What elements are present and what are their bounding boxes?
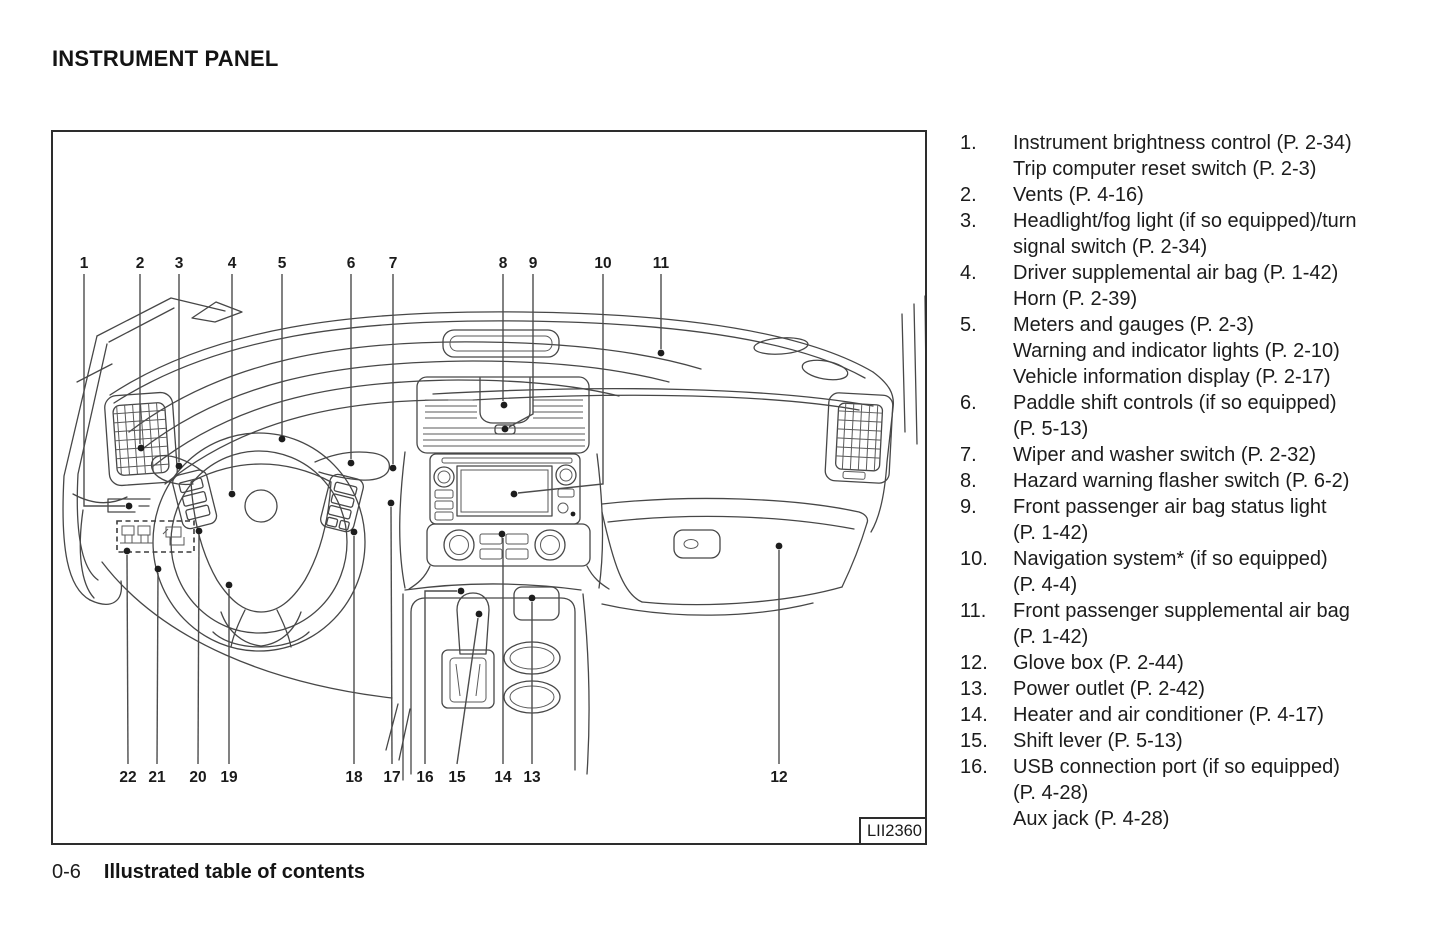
callout-number: 15 xyxy=(448,769,466,786)
legend-item-number: 4. xyxy=(960,262,977,284)
legend-item xyxy=(960,208,1430,260)
callout-dot xyxy=(176,463,183,470)
glove-box xyxy=(602,498,868,604)
callout-leader-line xyxy=(425,591,457,764)
legend-item-number: 5. xyxy=(960,314,977,336)
callout-dot xyxy=(388,500,395,507)
callout-number: 21 xyxy=(148,769,166,786)
passenger-side xyxy=(602,392,893,615)
callout-number: 14 xyxy=(494,769,512,786)
console-tray xyxy=(514,587,559,620)
legend-item-number: 1. xyxy=(960,132,977,154)
callout-number: 6 xyxy=(346,255,356,272)
legend-item-number: 12. xyxy=(960,652,988,674)
legend-item xyxy=(960,676,1430,702)
callout-dot xyxy=(155,566,162,573)
callout-number: 13 xyxy=(523,769,541,786)
callout-dot xyxy=(658,350,665,357)
legend-item-text: Front passenger air bag status light (P. 1-42) xyxy=(1013,496,1327,544)
legend-item-text: Power outlet (P. 2-42) xyxy=(1013,678,1205,700)
callout-number: 1 xyxy=(79,255,89,272)
horn-pad xyxy=(245,490,277,522)
callout-number: 17 xyxy=(383,769,401,786)
footer-page-number: 0-6 xyxy=(52,861,81,883)
legend-item-number: 7. xyxy=(960,444,977,466)
callout-number: 9 xyxy=(528,255,538,272)
callout-dot xyxy=(502,426,509,433)
callout-dot xyxy=(776,543,783,550)
callout-dot xyxy=(476,611,483,618)
climate-control xyxy=(427,524,590,566)
right-door-area xyxy=(754,296,925,464)
kick-panel-lines xyxy=(386,704,410,760)
callout-dot xyxy=(126,503,133,510)
legend-item-number: 14. xyxy=(960,704,988,726)
callout-leader-line xyxy=(157,573,158,764)
glove-box-handle xyxy=(674,530,720,558)
legend-item-text: Wiper and washer switch (P. 2-32) xyxy=(1013,444,1317,466)
legend-item-number: 8. xyxy=(960,470,977,492)
legend-item xyxy=(960,312,1430,390)
legend-item xyxy=(960,182,1430,208)
callout-leader-line xyxy=(391,507,392,764)
callout-dot xyxy=(499,531,506,538)
legend-item-text: Headlight/fog light (if so equipped)/turn signal switch (P. 2-34) xyxy=(1013,210,1357,258)
legend-item-number: 10. xyxy=(960,548,988,570)
legend-item-number: 16. xyxy=(960,756,988,778)
callout-number: 12 xyxy=(770,769,788,786)
legend-item-number: 15. xyxy=(960,730,988,752)
callout-dot xyxy=(458,588,465,595)
callout-number: 20 xyxy=(189,769,207,786)
legend-item-number: 11. xyxy=(960,600,987,622)
legend-item xyxy=(960,598,1430,650)
legend-item-text: Meters and gauges (P. 2-3) Warning and indicator lights (P. 2-10) Vehicle information display (P. 2-17) xyxy=(1013,314,1340,388)
callout-number: 11 xyxy=(652,255,670,272)
figure-code: LII2360 xyxy=(866,821,922,840)
footer xyxy=(52,859,365,885)
callout-leader-line xyxy=(127,555,128,764)
instrument-panel-drawing xyxy=(53,132,925,843)
callout-dot xyxy=(511,491,518,498)
callout-leader-line xyxy=(198,535,199,764)
legend-item-text: Vents (P. 4-16) xyxy=(1013,184,1144,206)
legend-item-number: 13. xyxy=(960,678,988,700)
callout-dot xyxy=(196,528,203,535)
lower-dash-edge xyxy=(102,562,392,698)
legend-item-text: Navigation system* (if so equipped) (P. 4-4) xyxy=(1013,548,1328,596)
callout-dot xyxy=(390,465,397,472)
callout-leader-line xyxy=(457,618,478,764)
legend-item-number: 2. xyxy=(960,184,977,206)
callout-number: 10 xyxy=(594,255,612,272)
dash-top-curves xyxy=(110,312,893,532)
legend-item-text: USB connection port (if so equipped) (P. 4-28) Aux jack (P. 4-28) xyxy=(1013,756,1340,830)
legend-item xyxy=(960,546,1430,598)
callout-dot xyxy=(501,402,508,409)
callout-leader-line xyxy=(518,274,603,493)
legend-item-text: Hazard warning flasher switch (P. 6-2) xyxy=(1013,470,1350,492)
callout-dot xyxy=(351,529,358,536)
callout-number: 22 xyxy=(119,769,137,786)
legend-item-number: 6. xyxy=(960,392,977,414)
legend-item xyxy=(960,754,1430,832)
legend-item-text: Shift lever (P. 5-13) xyxy=(1013,730,1183,752)
legend-item-text: Glove box (P. 2-44) xyxy=(1013,652,1184,674)
footer-section-title: Illustrated table of contents xyxy=(103,861,366,883)
callout-dot xyxy=(529,595,536,602)
legend-item-number: 9. xyxy=(960,496,977,518)
callout-number: 7 xyxy=(388,255,398,272)
hazard-switch-recess xyxy=(480,378,530,423)
callout-number: 16 xyxy=(416,769,434,786)
legend-item-text: Instrument brightness control (P. 2-34) Trip computer reset switch (P. 2-3) xyxy=(1013,132,1352,180)
callout-number: 5 xyxy=(277,255,287,272)
legend-item xyxy=(960,390,1430,442)
legend-item xyxy=(960,494,1430,546)
callout-number: 8 xyxy=(498,255,508,272)
legend-item xyxy=(960,260,1430,312)
legend-item-text: Front passenger supplemental air bag (P. 1-42) xyxy=(1013,600,1350,648)
callout-dot xyxy=(229,491,236,498)
callout-dot xyxy=(124,548,131,555)
callout-number: 19 xyxy=(220,769,238,786)
legend-item xyxy=(960,728,1430,754)
legend-item xyxy=(960,442,1430,468)
legend-item-number: 3. xyxy=(960,210,977,232)
legend-item-text: Heater and air conditioner (P. 4-17) xyxy=(1013,704,1324,726)
instrument-panel-figure xyxy=(51,130,927,845)
callout-dot xyxy=(348,460,355,467)
switch-panel-dashed xyxy=(117,521,194,552)
callout-dot xyxy=(138,445,145,452)
callout-number: 2 xyxy=(135,255,145,272)
callout-number: 18 xyxy=(345,769,363,786)
legend-item-text: Driver supplemental air bag (P. 1-42) Horn (P. 2-39) xyxy=(1013,262,1339,310)
page-title: INSTRUMENT PANEL xyxy=(52,46,279,71)
callout-number: 4 xyxy=(227,255,237,272)
callout-dot xyxy=(279,436,286,443)
callout-dot xyxy=(226,582,233,589)
legend-item xyxy=(960,650,1430,676)
figure-code-box xyxy=(859,817,925,843)
callout-number: 3 xyxy=(174,255,184,272)
center-console xyxy=(403,584,589,780)
center-stack xyxy=(400,330,609,589)
legend-list xyxy=(960,130,1430,832)
legend-item xyxy=(960,468,1430,494)
legend-item xyxy=(960,130,1430,182)
legend-item-text: Paddle shift controls (if so equipped) (P. 5-13) xyxy=(1013,392,1337,440)
legend-item xyxy=(960,702,1430,728)
